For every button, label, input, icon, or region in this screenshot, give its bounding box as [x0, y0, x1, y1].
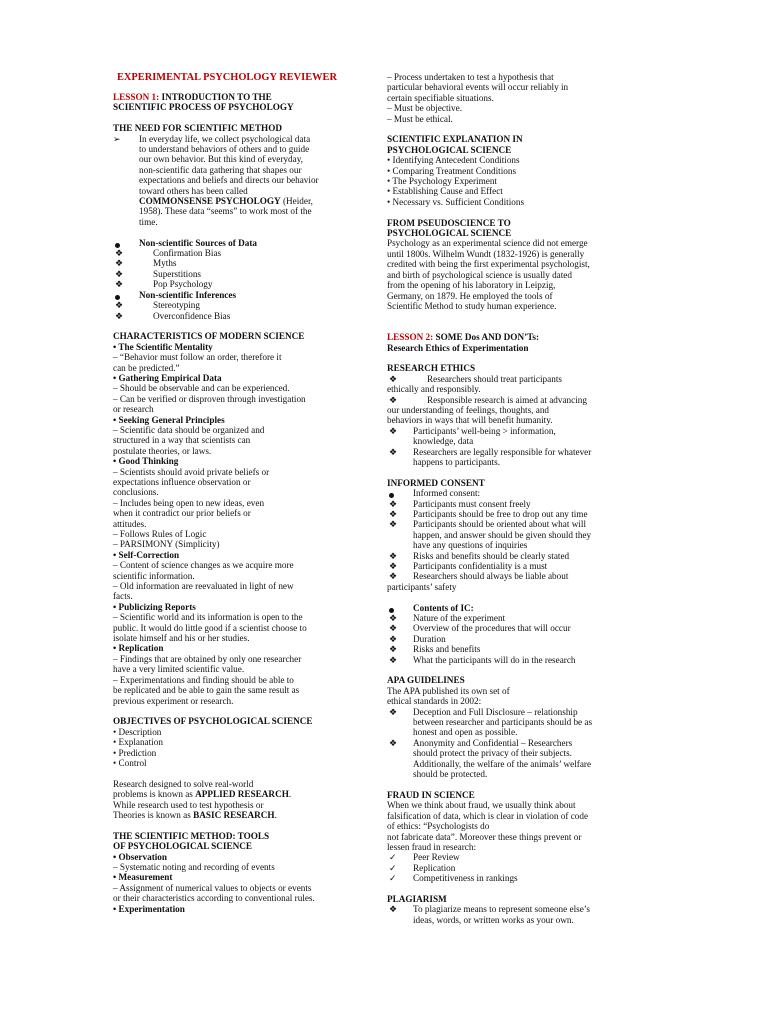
text-line: Germany, on 1879. He employed the tools of [387, 290, 553, 301]
bullet-item [387, 447, 649, 457]
heading-line: • Publicizing Reports [113, 601, 196, 612]
spacer [113, 321, 375, 331]
bullet-item [113, 279, 375, 289]
text-line: participants’ safety [387, 581, 457, 592]
bullet-item [387, 519, 649, 529]
bullet-item [387, 603, 649, 613]
text-line: falsification of data, which is clear in violation of code [387, 810, 589, 821]
text-line [113, 810, 375, 820]
bullet-item [387, 613, 649, 623]
bullet-text: Participants must consent freely [413, 498, 531, 509]
text-line: Psychology as an experimental science did not emerge [387, 238, 588, 249]
bullet-text: Researchers are legally responsible for whatever [413, 446, 592, 457]
bullet-item [387, 655, 649, 665]
bullet-text: Competitiveness in rankings [413, 873, 518, 884]
diamond-bullet-icon: ❖ [389, 644, 398, 655]
heading-line: • Measurement [113, 872, 173, 883]
text-line: public. It would do little good if a scientist choose to [113, 622, 307, 633]
text-line: or research [113, 404, 154, 415]
bullet-item [387, 374, 649, 384]
text-line: – Process undertaken to test a hypothesis that [387, 72, 554, 82]
arrow-bullet-icon: ➢ [113, 133, 121, 144]
spacer [387, 780, 649, 790]
text-line: behaviors in ways that will benefit humanity. [387, 415, 553, 426]
text-line: – Must be objective. [387, 103, 463, 114]
text-line: happen, and answer should be given should they [413, 529, 592, 540]
text-line: previous experiment or research. [113, 695, 234, 706]
text-line: – Should be observable and can be experienced. [113, 383, 290, 394]
bullet-text: Superstitions [153, 268, 201, 279]
text-line: While research used to test hypothesis or [113, 799, 264, 810]
heading-line: • Replication [113, 643, 164, 654]
bullet-item [387, 634, 649, 644]
text-run: . [288, 789, 292, 800]
text-line: our own behavior. But this kind of everyday, [139, 154, 303, 165]
spacer [387, 311, 649, 321]
bullet-text: Overconfidence Bias [153, 310, 231, 321]
diamond-bullet-icon: ❖ [115, 310, 124, 321]
left-column [113, 92, 375, 914]
text-line: • The Psychology Experiment [387, 176, 497, 187]
heading-line: PSYCHOLOGICAL SCIENCE [387, 228, 512, 239]
diamond-bullet-icon: ❖ [389, 623, 398, 634]
bullet-text: Peer Review [413, 852, 460, 863]
bullet-item [387, 499, 649, 509]
heading-line: • Observation [113, 851, 168, 862]
diamond-bullet-icon: ❖ [389, 373, 398, 384]
heading-line: THE SCIENTIFIC METHOD: TOOLS [113, 830, 270, 841]
lesson-label: LESSON 2: [387, 332, 434, 343]
text-line: – Follows Rules of Logic [113, 529, 207, 540]
text-line: – Scientific world and its information is open to the [113, 612, 303, 623]
text-line: scientific information. [113, 570, 195, 581]
bullet-item [387, 623, 649, 633]
bullet-item [387, 904, 649, 914]
bullet-text: Replication [413, 862, 456, 873]
text-line: – Content of science changes as we acquire more [113, 560, 294, 571]
text-line: postulate theories, or laws. [113, 445, 212, 456]
bullet-text: Non-scientific Sources of Data [139, 237, 257, 248]
text-line: toward others has been called [139, 185, 248, 196]
bullet-text: Risks and benefits [413, 644, 481, 655]
checkmark-icon: ✓ [389, 852, 397, 863]
text-line: • Prediction [113, 747, 157, 758]
text-line: between researcher and participants should be as [413, 717, 593, 728]
heading-line: OBJECTIVES OF PSYCHOLOGICAL SCIENCE [113, 716, 313, 727]
text-line: expectations and beliefs and directs our behavior [139, 175, 319, 186]
lesson-title: INTRODUCTION TO THE [159, 92, 272, 102]
diamond-bullet-icon: ❖ [389, 561, 398, 571]
heading-line: • The Scientific Mentality [113, 341, 213, 352]
bullet-text: Nature of the experiment [413, 613, 506, 624]
spacer [387, 207, 649, 217]
bullet-item [387, 852, 649, 862]
diamond-bullet-icon: ❖ [389, 737, 398, 748]
bullet-item [387, 571, 649, 581]
bullet-text: Confirmation Bias [153, 248, 222, 259]
text-line: non-scientific data gathering that shapes our [139, 164, 302, 175]
diamond-bullet-icon: ❖ [115, 248, 124, 259]
text-line: – “Behavior must follow an order, therefore it [113, 352, 282, 363]
diamond-bullet-icon: ❖ [389, 904, 398, 915]
spacer [113, 820, 375, 830]
filled-circle-shape [115, 295, 120, 300]
text-line: Scientific Method to study human experience. [387, 300, 557, 311]
text-line: 1958). These data “seems” to work most of the [139, 206, 312, 217]
text-line: – Scientific data should be organized and [113, 424, 265, 435]
text-line: • Identifying Antecedent Conditions [387, 155, 520, 166]
diamond-bullet-icon: ❖ [389, 613, 398, 624]
bullet-text: Participants confidentiality is a must [413, 561, 548, 571]
text-line: particular behavioral events will occur reliably in [387, 82, 569, 93]
heading-line: PSYCHOLOGICAL SCIENCE [387, 144, 512, 155]
spacer [113, 768, 375, 778]
heading-line: SCIENTIFIC PROCESS OF PSYCHOLOGY [113, 102, 294, 113]
text-line: should protect the privacy of their subjects. [413, 748, 572, 759]
text-line [113, 789, 375, 799]
text-line: should be protected. [413, 769, 488, 780]
diamond-bullet-icon: ❖ [389, 654, 398, 665]
bullet-text: Risks and benefits should be clearly stated [413, 550, 570, 561]
text-line: Research designed to solve real-world [113, 778, 254, 789]
text-run: (Heider, [280, 196, 313, 207]
bullet-item [113, 238, 375, 248]
spacer [113, 227, 375, 237]
text-line: • Necessary vs. Sufficient Conditions [387, 196, 525, 207]
bullet-item [113, 269, 375, 279]
text-line: and birth of psychological science is usually dated [387, 269, 572, 280]
bullet-text: Anonymity and Confidential – Researchers [413, 737, 573, 748]
spacer [113, 706, 375, 716]
bullet-item [113, 311, 375, 321]
text-line: happens to participants. [413, 456, 501, 467]
text-run: problems is known as [113, 789, 196, 800]
diamond-bullet-icon: ❖ [389, 571, 398, 582]
bullet-item [113, 248, 375, 258]
bullet-item [387, 863, 649, 873]
text-line: • Description [113, 726, 162, 737]
diamond-bullet-icon: ❖ [389, 394, 398, 405]
text-line: until 1800s. Wilhelm Wundt (1832-1926) is generally [387, 248, 585, 259]
text-line: – Must be ethical. [387, 113, 453, 124]
spacer [387, 322, 649, 332]
bullet-text: Participants should be oriented about what will [413, 519, 586, 530]
text-run: Theories is known as [113, 809, 194, 820]
diamond-bullet-icon: ❖ [115, 279, 124, 290]
text-line: ethically and responsibly. [387, 384, 481, 395]
heading-line: THE NEED FOR SCIENTIFIC METHOD [113, 123, 282, 134]
diamond-bullet-icon: ❖ [389, 446, 398, 457]
bullet-item [387, 488, 649, 498]
bullet-item [387, 551, 649, 561]
arrow-bullet-item [113, 134, 375, 196]
bullet-text: Overview of the procedures that will occur [413, 623, 571, 634]
heading-line: Research Ethics of Experimentation [387, 342, 529, 353]
filled-circle-shape [389, 493, 394, 498]
diamond-bullet-icon: ❖ [389, 550, 398, 561]
checkmark-icon: ✓ [389, 873, 397, 884]
lesson-label: LESSON 1: [113, 92, 160, 102]
bullet-item [387, 707, 649, 717]
checkmark-icon: ✓ [389, 862, 397, 873]
text-line: knowledge, data [413, 436, 474, 447]
bullet-text: Contents of IC: [413, 602, 474, 613]
spacer [387, 467, 649, 477]
term: APPLIED RESEARCH [195, 789, 289, 800]
bullet-text: What the participants will do in the research [413, 654, 576, 665]
text-line: The APA published its own set of [387, 685, 510, 696]
bullet-item [387, 873, 649, 883]
text-line: time. [139, 216, 158, 227]
diamond-bullet-icon: ❖ [389, 519, 398, 530]
text-line: facts. [113, 591, 133, 602]
text-line: conclusions. [113, 487, 159, 498]
text-line: – Experimentations and finding should be able to [113, 674, 294, 685]
text-line: – Old information are reevaluated in light of new [113, 581, 294, 592]
text-line: expectations influence observation or [113, 476, 251, 487]
text-line: – Includes being open to new ideas, even [113, 497, 265, 508]
bullet-text: Myths [153, 258, 177, 269]
text-line: In everyday life, we collect psychological data [139, 133, 311, 144]
diamond-bullet-icon: ❖ [115, 258, 124, 269]
heading-line: • Self-Correction [113, 549, 180, 560]
filled-circle-shape [115, 243, 120, 248]
bullet-text: Informed consent: [413, 488, 481, 499]
text-line: of ethics: “Psychologists do [387, 821, 490, 832]
spacer [387, 665, 649, 675]
bullet-text: Deception and Full Disclosure – relationship [413, 706, 578, 717]
text-line: Additionally, the welfare of the animals’ welfare [413, 758, 592, 769]
text-line: be replicated and be able to gain the same result as [113, 685, 300, 696]
heading-line: CHARACTERISTICS OF MODERN SCIENCE [113, 331, 305, 342]
heading-line: PLAGIARISM [387, 893, 447, 904]
diamond-bullet-icon: ❖ [389, 498, 398, 509]
term: BASIC RESEARCH [193, 809, 275, 820]
text-line: • Explanation [113, 737, 163, 748]
heading-line: INFORMED CONSENT [387, 477, 485, 488]
diamond-bullet-icon: ❖ [389, 508, 398, 519]
filled-circle-shape [389, 608, 394, 613]
lesson-heading [113, 92, 375, 102]
text-line: when it contradict our prior beliefs or [113, 508, 251, 519]
right-column [387, 72, 649, 925]
text-line: attitudes. [113, 518, 147, 529]
spacer [113, 113, 375, 123]
document-title: EXPERIMENTAL PSYCHOLOGY REVIEWER [117, 72, 337, 83]
term: COMMONSENSE PSYCHOLOGY [139, 196, 281, 207]
text-line: structured in a way that scientists can [113, 435, 251, 446]
spacer [387, 353, 649, 363]
diamond-bullet-icon: ❖ [389, 706, 398, 717]
bullet-item [387, 738, 649, 748]
bullet-text: Non-scientific Inferences [139, 289, 237, 300]
spacer [387, 124, 649, 134]
bullet-item [387, 509, 649, 519]
text-line: have a very limited scientific value. [113, 664, 245, 675]
heading-line: • Experimentation [113, 903, 185, 914]
bullet-text: Pop Psychology [153, 279, 213, 290]
text-line: ideas, words, or written works as your own. [413, 914, 574, 925]
heading-line: • Good Thinking [113, 456, 179, 467]
text-line: or their characteristics according to conventional rules. [113, 893, 315, 904]
bullet-item [113, 258, 375, 268]
text-line: – Findings that are obtained by only one researcher [113, 653, 302, 664]
lesson-heading [387, 332, 649, 342]
bullet-text: To plagiarize means to represent someone else’s [413, 904, 590, 915]
bullet-item [113, 290, 375, 300]
bullet-item [387, 395, 649, 405]
text-line: not fabricate data”. Moreover these things prevent or [387, 831, 582, 842]
text-line: to understand behaviors of others and to guide [139, 144, 310, 155]
spacer [387, 884, 649, 894]
lesson-title: SOME Dos AND DON’Ts: [433, 332, 540, 343]
text-line: honest and open as possible. [413, 727, 518, 738]
heading-line: FRAUD IN SCIENCE [387, 789, 475, 800]
text-line: isolate himself and his or her studies. [113, 633, 250, 644]
bullet-text: Responsible research is aimed at advancing [427, 394, 587, 405]
text-line: – PARSIMONY (Simplicity) [113, 539, 220, 550]
text-line: ethical standards in 2002: [387, 696, 482, 707]
spacer [387, 592, 649, 602]
heading-line: FROM PSEUDOSCIENCE TO [387, 217, 511, 228]
bullet-text: Stereotyping [153, 300, 200, 311]
bullet-item [113, 300, 375, 310]
heading-line: OF PSYCHOLOGICAL SCIENCE [113, 841, 253, 852]
text-line: – Systematic noting and recording of events [113, 861, 275, 872]
bullet-text: Researchers should always be liable about [413, 571, 569, 582]
bullet-text: Participants should be free to drop out any time [413, 508, 588, 519]
text-line: • Comparing Treatment Conditions [387, 165, 517, 176]
text-line: have any questions of inquiries [413, 540, 528, 551]
diamond-bullet-icon: ❖ [389, 633, 398, 644]
text-run: . [274, 809, 277, 820]
text-line: – Assignment of numerical values to objects or events [113, 882, 312, 893]
text-line: • Control [113, 757, 147, 768]
diamond-bullet-icon: ❖ [115, 300, 124, 311]
heading-line: • Seeking General Principles [113, 414, 225, 425]
text-line: lessen fraud in research: [387, 841, 477, 852]
heading-line: APA GUIDELINES [387, 675, 465, 686]
bullet-item [387, 426, 649, 436]
text-line: can be predicted.” [113, 362, 180, 373]
bullet-text: Participants’ well-being > information, [413, 425, 556, 436]
text-line: credited with being the first experimental psychologist, [387, 259, 590, 270]
text-line: – Scientists should avoid private beliefs or [113, 466, 270, 477]
text-line: certain specifiable situations. [387, 92, 494, 103]
heading-line: RESEARCH ETHICS [387, 363, 476, 374]
bullet-item [387, 644, 649, 654]
heading-line: • Gathering Empirical Data [113, 372, 222, 383]
bullet-text: Duration [413, 633, 446, 644]
text-line: • Establishing Cause and Effect [387, 186, 503, 197]
text-line: our understanding of feelings, thoughts, and [387, 404, 550, 415]
text-line: When we think about fraud, we usually think about [387, 800, 576, 811]
text-line [113, 196, 375, 206]
diamond-bullet-icon: ❖ [389, 425, 398, 436]
bullet-item [387, 561, 649, 571]
bullet-text: Researchers should treat participants [427, 373, 562, 384]
text-line: from the opening of his laboratory in Leipzig, [387, 280, 556, 291]
text-line: – Can be verified or disproven through investigation [113, 393, 306, 404]
heading-line: SCIENTIFIC EXPLANATION IN [387, 134, 523, 145]
diamond-bullet-icon: ❖ [115, 268, 124, 279]
